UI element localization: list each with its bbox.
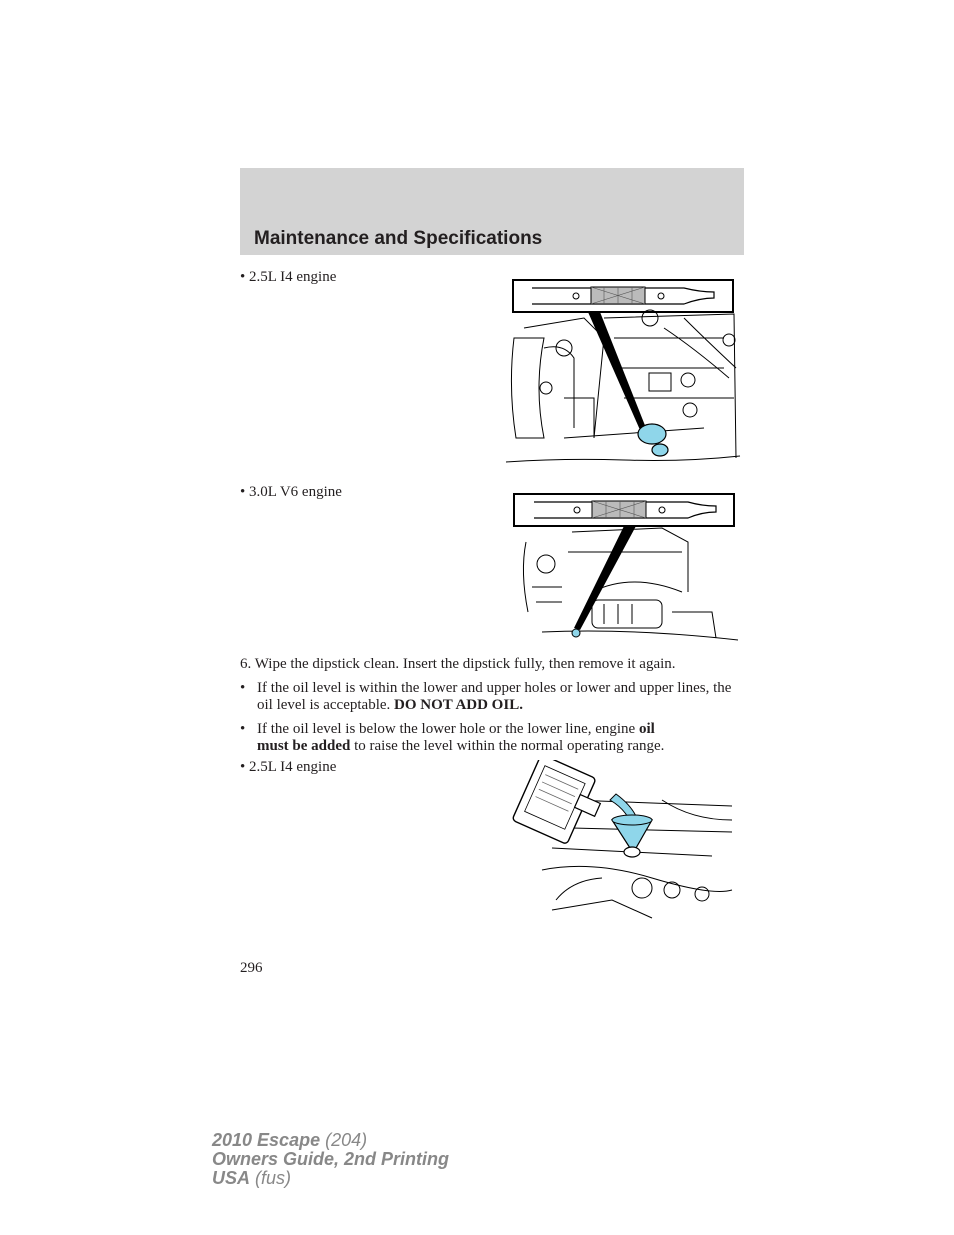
footer-line-3 — [212, 1169, 449, 1188]
footer-line-2: Owners Guide, 2nd Printing — [212, 1149, 450, 1169]
bullet-b-bold-2: must be added — [257, 738, 351, 754]
footer-market: USA — [212, 1168, 251, 1188]
engine-label-2: • 3.0L V6 engine — [240, 484, 342, 500]
dipstick-figure-i4 — [504, 278, 742, 466]
footer — [212, 1131, 449, 1188]
bullet-a-text: If the oil level is within the lower and upper holes or lower and upper lines, the oil level is acceptable. — [257, 680, 732, 713]
engine-label-1: • 2.5L I4 engine — [240, 269, 337, 285]
bullet-b-pre: If the oil level is below the lower hole or the lower line, engine — [257, 721, 636, 737]
engine-label-2-text: 3.0L V6 engine — [249, 484, 342, 500]
footer-model: 2010 Escape — [212, 1130, 321, 1150]
footer-model-code: (204) — [325, 1130, 368, 1150]
bullet-b-post: to raise the level within the normal operating range. — [354, 738, 665, 754]
bullet-a-marker: • — [240, 680, 246, 696]
step-6-text: 6. Wipe the dipstick clean. Insert the dipstick fully, then remove it again. — [240, 656, 676, 672]
bullet-a-paragraph — [257, 680, 743, 714]
section-title: Maintenance and Specifications — [254, 228, 543, 249]
dipstick-figure-v6 — [512, 492, 742, 644]
footer-market-code: (fus) — [255, 1168, 292, 1188]
bullet-b-paragraph — [257, 721, 743, 755]
engine-label-3: • 2.5L I4 engine — [240, 759, 337, 775]
bullet-a-bold: DO NOT ADD OIL. — [394, 697, 523, 713]
footer-line-1 — [212, 1131, 449, 1150]
add-oil-figure — [512, 760, 736, 920]
bullet-b-bold-1: oil — [638, 721, 655, 737]
engine-label-3-text: 2.5L I4 engine — [249, 759, 337, 775]
bullet-b-marker: • — [240, 721, 246, 737]
page-number: 296 — [240, 960, 263, 976]
engine-label-1-text: 2.5L I4 engine — [249, 269, 337, 285]
oil-bottle — [512, 760, 609, 850]
